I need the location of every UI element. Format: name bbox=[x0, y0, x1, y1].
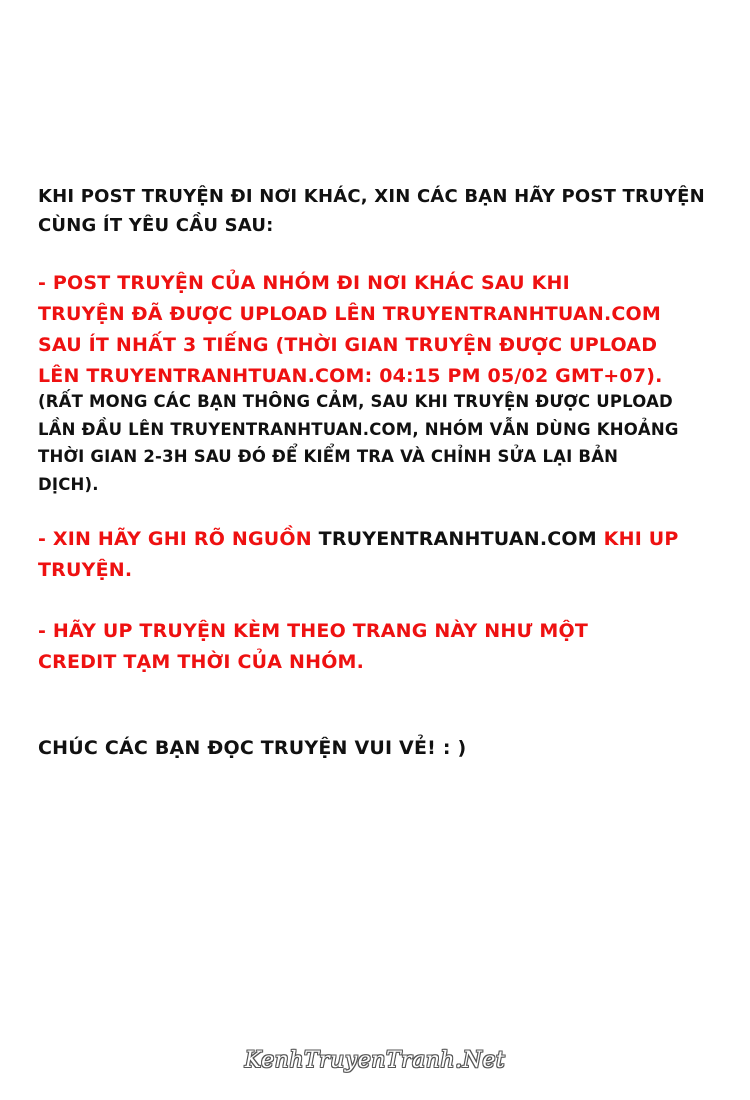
intro-line-2: CÙNG ÍT YÊU CẦU SAU: bbox=[38, 215, 274, 236]
intro-paragraph bbox=[38, 182, 718, 240]
note-line-2: LẦN ĐẦU LÊN TRUYENTRANHTUAN.COM, NHÓM VẪN DÙNG KHOẢNG bbox=[38, 419, 679, 439]
requirement-3-line-2: CREDIT TẠM THỜI CỦA NHÓM. bbox=[38, 651, 365, 673]
intro-line-1: KHI POST TRUYỆN ĐI NƠI KHÁC, XIN CÁC BẠN HÃY POST TRUYỆN bbox=[38, 186, 705, 207]
requirement-2-line-2: TRUYỆN. bbox=[38, 559, 133, 581]
source-name: TRUYENTRANHTUAN.COM bbox=[318, 528, 597, 550]
note-paragraph bbox=[38, 388, 718, 498]
closing-message bbox=[38, 733, 718, 764]
requirement-2 bbox=[38, 524, 718, 586]
note-line-4: DỊCH). bbox=[38, 474, 99, 494]
closing-line: CHÚC CÁC BẠN ĐỌC TRUYỆN VUI VẺ! : ) bbox=[38, 737, 467, 759]
requirement-2-text-start: - XIN HÃY GHI RÕ NGUỒN bbox=[38, 528, 319, 550]
requirement-2-text-end: KHI UP bbox=[596, 528, 679, 550]
note-line-1: (RẤT MONG CÁC BẠN THÔNG CẢM, SAU KHI TRUYỆN ĐƯỢC UPLOAD bbox=[38, 392, 673, 411]
requirement-2-line-1 bbox=[38, 524, 718, 555]
requirement-1 bbox=[38, 268, 718, 392]
requirement-1-line-2: TRUYỆN ĐÃ ĐƯỢC UPLOAD LÊN TRUYENTRANHTUAN.COM bbox=[38, 303, 661, 325]
requirement-3 bbox=[38, 616, 718, 678]
requirement-1-line-3: SAU ÍT NHẤT 3 TIẾNG (THỜI GIAN TRUYỆN ĐƯỢC UPLOAD bbox=[38, 334, 658, 356]
requirement-3-line-1: - HÃY UP TRUYỆN KÈM THEO TRANG NÀY NHƯ MỘT bbox=[38, 620, 589, 642]
note-line-3: THỜI GIAN 2-3H SAU ĐÓ ĐỂ KIỂM TRA VÀ CHỈNH SỬA LẠI BẢN bbox=[38, 447, 619, 466]
requirement-1-line-1: - POST TRUYỆN CỦA NHÓM ĐI NƠI KHÁC SAU KHI bbox=[38, 272, 570, 294]
watermark-logo: KenhTruyenTranh.Net bbox=[244, 1048, 506, 1073]
requirement-1-line-4: LÊN TRUYENTRANHTUAN.COM: 04:15 PM 05/02 GMT+07). bbox=[38, 365, 663, 387]
